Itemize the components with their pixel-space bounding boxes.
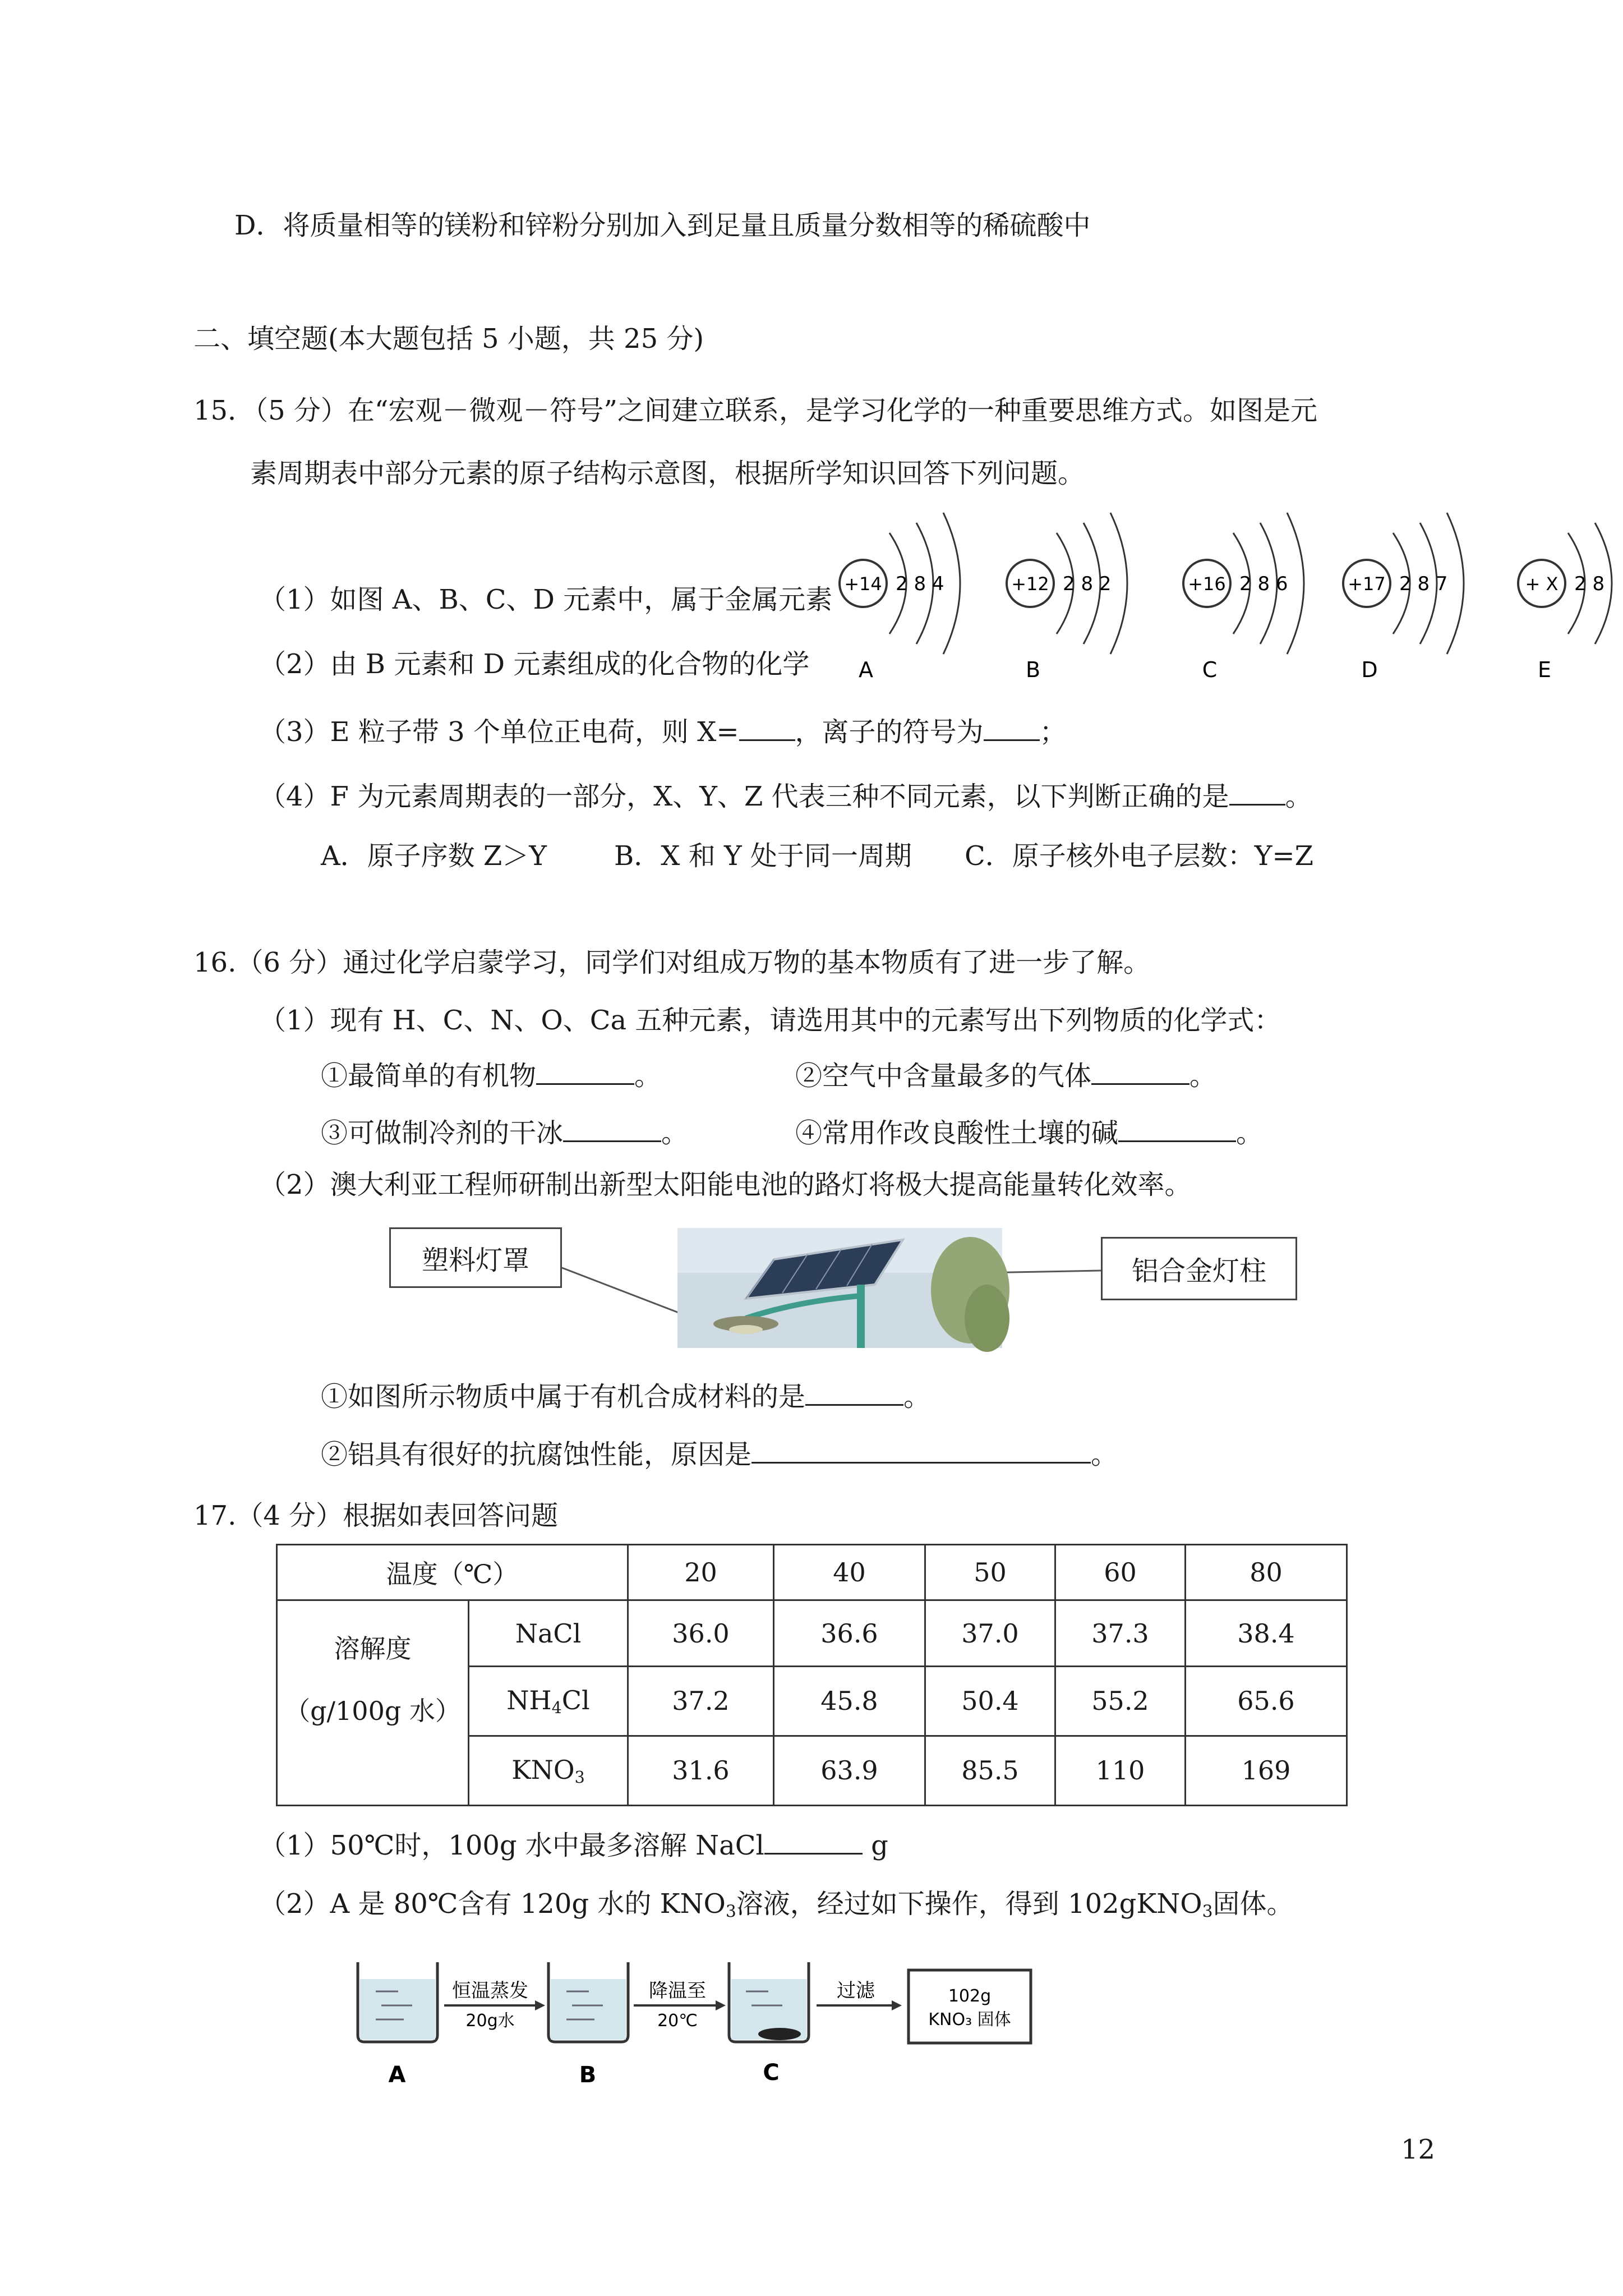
q17-part1 (259, 1829, 888, 1862)
table-cell: 55.2 (1055, 1666, 1186, 1736)
step2-label-bottom: 20℃ (657, 2011, 698, 2031)
q16-sub1 (321, 1380, 931, 1413)
label-plastic-lampshade: 塑料灯罩 (389, 1227, 562, 1288)
q16-item3-dot: 。 (661, 1117, 689, 1149)
group-label-line1: 溶解度 (334, 1634, 412, 1664)
q16-item4-text: ④常用作改良酸性土壤的碱 (795, 1117, 1119, 1149)
q16-item3-text: ③可做制冷剂的干冰 (321, 1117, 564, 1149)
result-line2: KNO₃ 固体 (928, 2010, 1011, 2030)
q17-part2-text-c: 固体。 (1212, 1888, 1294, 1920)
q16-sub2-dot: 。 (1091, 1439, 1118, 1471)
beaker-c (729, 1962, 809, 2042)
table-cell: 36.0 (628, 1600, 774, 1667)
electron-counts: 2 8 4 (896, 573, 944, 595)
atom-nucleus-charge: + X (1525, 573, 1559, 595)
beaker-label-b: B (579, 2062, 597, 2088)
crystallization-flow-diagram (336, 1952, 1066, 2092)
atom-nucleus-charge: +17 (1348, 573, 1386, 595)
q15-part4 (259, 780, 1312, 813)
answer-blank[interactable] (563, 1116, 661, 1142)
q14-option-d: D．将质量相等的镁粉和锌粉分别加入到足量且质量分数相等的稀硫酸中 (234, 210, 1091, 241)
street-lamp-photo (677, 1228, 1009, 1352)
formula-sub: 3 (725, 1902, 736, 1922)
q17-part1-text: （1）50℃时，100g 水中最多溶解 NaCl (259, 1830, 764, 1862)
atom-label: D (1361, 657, 1378, 682)
table-cell: 31.6 (628, 1736, 774, 1805)
table-cell: 36.6 (774, 1600, 925, 1667)
atom-structure-diagram (810, 502, 1623, 684)
q16-item2 (795, 1059, 1217, 1092)
q16-item1-text: ①最简单的有机物 (321, 1060, 537, 1092)
step1-label-top: 恒温蒸发 (452, 1980, 528, 2002)
electron-counts: 2 8 (1574, 573, 1605, 595)
q16-sub2 (321, 1438, 1118, 1471)
table-cell: 37.2 (628, 1666, 774, 1736)
q15-part3-text-c: ； (1039, 716, 1067, 748)
electron-counts: 2 8 6 (1239, 573, 1288, 595)
table-cell: 45.8 (774, 1666, 925, 1736)
table-group-label (277, 1600, 469, 1806)
step3-label-top: 过滤 (837, 1980, 875, 2002)
q16-part2: （2）澳大利亚工程师研制出新型太阳能电池的路灯将极大提高能量转化效率。 (259, 1169, 1192, 1200)
q16-item2-text: ②空气中含量最多的气体 (795, 1060, 1092, 1092)
q16-item4 (795, 1116, 1263, 1147)
atom-nucleus-charge: +16 (1188, 573, 1226, 595)
answer-blank[interactable] (739, 715, 795, 741)
table-header-cell: 40 (774, 1545, 925, 1600)
beaker-a (358, 1962, 437, 2042)
page-number: 12 (1401, 2134, 1436, 2165)
atom-nucleus-charge: +12 (1011, 573, 1049, 595)
q15-part3-text-b: ，离子的符号为 (795, 716, 984, 748)
leader-line-right (953, 1271, 1101, 1273)
table-header-row (277, 1545, 1347, 1600)
q16-item1 (321, 1059, 662, 1092)
q16-item4-dot: 。 (1236, 1117, 1264, 1149)
table-cell: 50.4 (925, 1666, 1055, 1736)
step1-label-bottom: 20g水 (465, 2011, 515, 2031)
answer-blank[interactable] (805, 1380, 903, 1406)
q17-part2 (259, 1890, 1294, 1920)
answer-blank[interactable] (984, 715, 1040, 741)
table-cell: 110 (1055, 1736, 1186, 1805)
label-aluminum-pole: 铝合金灯柱 (1101, 1237, 1297, 1300)
q16-part1: （1）现有 H、C、N、O、Ca 五种元素，请选用其中的元素写出下列物质的化学式： (259, 1005, 1281, 1036)
beaker-label-a: A (388, 2062, 406, 2088)
answer-blank[interactable] (1091, 1059, 1189, 1085)
table-cell: 169 (1186, 1736, 1347, 1805)
table-header-cell: 60 (1055, 1545, 1186, 1600)
table-cell: 37.0 (925, 1600, 1055, 1667)
atom-label: B (1025, 657, 1041, 682)
table-cell: NaCl (469, 1600, 628, 1667)
result-line1: 102g (948, 1986, 992, 2006)
formula-main: NH (506, 1685, 552, 1715)
q15-part3-text-a: （3）E 粒子带 3 个单位正电荷，则 X= (259, 716, 739, 748)
formula-main: KNO (511, 1754, 575, 1785)
q15-option-c: C．原子核外电子层数：Y=Z (965, 840, 1313, 872)
q15-part2: （2）由 B 元素和 D 元素组成的化合物的化学 (259, 648, 810, 680)
q16-item1-dot: 。 (634, 1060, 662, 1092)
q16-sub1-dot: 。 (903, 1381, 931, 1413)
answer-blank[interactable] (1229, 780, 1285, 806)
q16-stem: 16.（6 分）通过化学启蒙学习，同学们对组成万物的基本物质有了进一步了解。 (193, 947, 1151, 978)
atom-label: E (1537, 657, 1552, 682)
q16-sub1-text: ①如图所示物质中属于有机合成材料的是 (321, 1381, 806, 1413)
q16-item2-dot: 。 (1189, 1060, 1217, 1092)
q15-stem-line1: 15．（5 分）在“宏观－微观－符号”之间建立联系，是学习化学的一种重要思维方式。如图是元 (193, 395, 1317, 426)
table-header-cell: 50 (925, 1545, 1055, 1600)
q15-option-a: A．原子序数 Z＞Y (321, 840, 547, 872)
table-header-cell: 80 (1186, 1545, 1347, 1600)
atom-label: A (859, 657, 873, 682)
answer-blank[interactable] (1118, 1116, 1236, 1142)
table-header-cell: 20 (628, 1545, 774, 1600)
formula-tail: Cl (561, 1685, 590, 1715)
q15-part3 (259, 715, 1067, 746)
section-heading: 二、填空题(本大题包括 5 小题，共 25 分) (193, 323, 704, 355)
table-cell: 85.5 (925, 1736, 1055, 1805)
table-cell (469, 1666, 628, 1736)
formula-sub: 3 (1202, 1902, 1213, 1922)
beaker-label-c: C (763, 2060, 780, 2086)
q15-part4-text-a: （4）F 为元素周期表的一部分，X、Y、Z 代表三种不同元素，以下判断正确的是 (259, 781, 1229, 813)
atom-label: C (1202, 657, 1218, 682)
group-label-line2: （g/100g 水） (284, 1695, 461, 1726)
answer-blank[interactable] (764, 1829, 863, 1855)
q16-item3 (321, 1116, 688, 1147)
step2-label-top: 降温至 (649, 1980, 706, 2002)
q17-part2-text-b: 溶液，经过如下操作，得到 102gKNO (736, 1888, 1202, 1920)
table-cell (469, 1736, 628, 1805)
formula-sub: 3 (574, 1768, 585, 1787)
leader-line-left (562, 1268, 708, 1324)
table-cell: 38.4 (1186, 1600, 1347, 1667)
table-cell: 65.6 (1186, 1666, 1347, 1736)
table-cell: 37.3 (1055, 1600, 1186, 1667)
electron-counts: 2 8 2 (1063, 573, 1112, 595)
q16-sub2-text: ②铝具有很好的抗腐蚀性能，原因是 (321, 1439, 752, 1471)
table-cell: 63.9 (774, 1736, 925, 1805)
table-header-cell: 温度（℃） (277, 1545, 628, 1600)
q15-part1: （1）如图 A、B、C、D 元素中，属于金属元素 (259, 584, 833, 615)
electron-counts: 2 8 7 (1399, 573, 1448, 595)
q15-option-b: B．X 和 Y 处于同一周期 (614, 840, 912, 872)
answer-blank[interactable] (536, 1059, 634, 1085)
q15-part4-text-b: 。 (1285, 781, 1312, 813)
solubility-table (276, 1544, 1348, 1806)
atom-nucleus-charge: +14 (844, 573, 882, 595)
answer-blank[interactable] (751, 1438, 1091, 1464)
table-row (277, 1600, 1347, 1667)
beaker-b (548, 1962, 628, 2042)
result-box (909, 1970, 1031, 2043)
q17-part1-unit: g (862, 1830, 888, 1862)
q17-part2-text-a: （2）A 是 80℃含有 120g 水的 KNO (259, 1888, 726, 1920)
formula-sub: 4 (551, 1699, 562, 1718)
q17-stem: 17.（4 分）根据如表回答问题 (193, 1500, 559, 1531)
q15-stem-line2: 素周期表中部分元素的原子结构示意图，根据所学知识回答下列问题。 (250, 458, 1085, 489)
